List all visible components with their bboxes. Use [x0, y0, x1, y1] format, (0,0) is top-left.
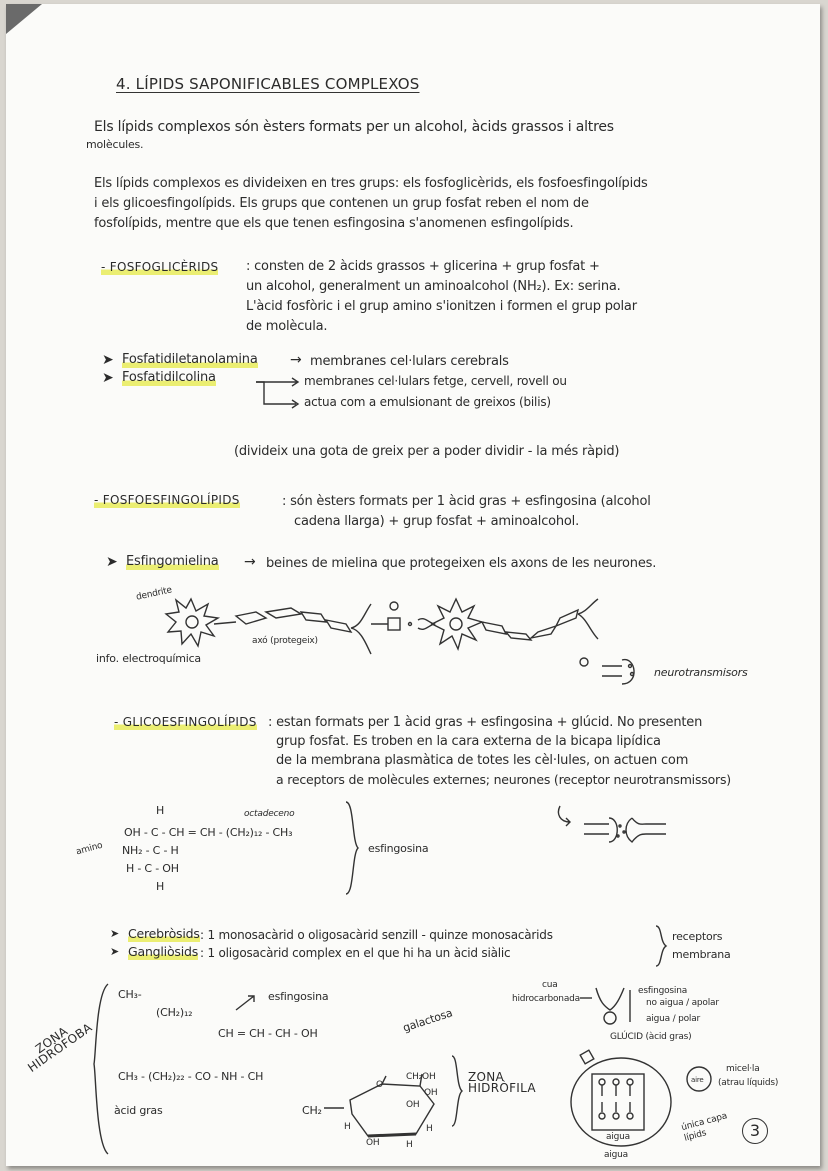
ring-label-oh: OH [366, 1138, 380, 1148]
single-layer-label: única capa lípids [680, 1111, 729, 1144]
cerebrosids-text: : 1 monosacàrid o oligosacàrid senzill - quinze monosacàrids [200, 928, 553, 942]
arrow-icon: → [244, 554, 256, 570]
axon-label: axó (protegeix) [252, 636, 318, 646]
water-inner-label: aigua [606, 1132, 630, 1142]
fosfoesfingolipids-line-2: cadena llarga) + grup fosfat + aminoalcohol. [294, 514, 580, 529]
chain-2: CH₃ - (CH₂)₂₂ - CO - NH - CH [118, 1070, 264, 1083]
ch2-label: CH₂ [302, 1104, 322, 1117]
fosfoesfingolipids-label: - FOSFOESFINGOLÍPIDS [94, 493, 240, 507]
glicoesfingolipids-label: - GLICOESFINGOLÍPIDS [114, 715, 257, 729]
glicoesfingolipids-line-2: grup fosfat. Es troben en la cara externa de la bicapa lipídica [276, 734, 661, 749]
example-esfingomielina: Esfingomielina [126, 554, 219, 569]
example-fosfatidiletanolamina: Fosfatidiletanolamina [122, 352, 258, 367]
neuron-diagram [166, 594, 646, 664]
acid-gras-label: àcid gras [114, 1104, 163, 1117]
bullet-icon: ➤ [106, 554, 118, 570]
ring-label-h: H [406, 1140, 413, 1150]
synapse-icon [554, 804, 674, 854]
fosfatidilcolina-branch-2: actua com a emulsionant de greixos (bilis) [304, 395, 551, 409]
fosfoglicerids-label: - FOSFOGLICÈRIDS [101, 260, 219, 274]
groups-line-3: fosfolípids, mentre que els que tenen esfingosina s'anomenen esfingolípids. [94, 216, 574, 231]
fosfatidilcolina-branch-1: membranes cel·lulars fetge, cervell, rovell ou [304, 374, 567, 388]
example-fosfatidilcolina: Fosfatidilcolina [122, 370, 216, 385]
neurotransmitter-vesicle-icon [578, 654, 648, 690]
arrow-icon: → [290, 352, 302, 368]
formula-bottom-h: H [156, 880, 165, 893]
zone-hydrophilic-label: ZONA HIDRÒFILA [468, 1070, 536, 1095]
formula-row-1: OH - C - CH = CH - (CH₂)₁₂ - CH₃ [124, 826, 293, 839]
formula-top-h: H [156, 804, 165, 817]
page-number: 3 [742, 1118, 768, 1144]
ring-label-oh: OH [424, 1088, 438, 1098]
bullet-icon: ➤ [102, 370, 114, 386]
esfingosina-brace-label: esfingosina [368, 842, 429, 855]
bullet-icon: ➤ [110, 927, 120, 940]
no-aigua-apolar-label: no aigua / apolar [646, 998, 719, 1008]
neurotransmitter-label: neurotransmisors [654, 666, 748, 679]
air-label: aire [691, 1076, 704, 1084]
glicoesfingolipids-line-3: de la membrana plasmàtica de totes les cèl·lules, on actuen com [276, 753, 689, 768]
formula-row-2: NH₂ - C - H [122, 844, 179, 857]
water-outer-label: aigua [604, 1150, 628, 1160]
info-electroquimica-label: info. electroquímica [96, 652, 201, 665]
brace-icon [656, 926, 670, 966]
octadeceno-label: octadeceno [244, 809, 295, 819]
arrow-icon [236, 994, 266, 1014]
ring-label-h: H [344, 1122, 351, 1132]
intro-line-2: molècules. [86, 138, 144, 151]
example-fosfatidiletanolamina-text: membranes cel·lulars cerebrals [310, 354, 509, 369]
groups-line-1: Els lípids complexos es divideixen en tres grups: els fosfoglicèrids, els fosfoesfingolípids [94, 176, 648, 191]
chain-1: CH = CH - CH - OH [218, 1027, 318, 1040]
ring-label-ch2oh: CH₂OH [406, 1072, 436, 1082]
gangliosids-text: : 1 oligosacàrid complex en el que hi ha un àcid siàlic [200, 946, 511, 960]
tail-label: hidrocarbonada [512, 994, 580, 1004]
lipid-molecule-icon [586, 988, 646, 1034]
galactosa-label: galactosa [401, 1006, 455, 1035]
fosfoglicerids-note: (divideix una gota de greix per a poder dividir - la més ràpid) [234, 444, 620, 459]
brace-icon [346, 802, 360, 894]
dendrite-label: dendrite [135, 585, 173, 603]
ch2-12: (CH₂)₁₂ [156, 1006, 193, 1019]
fosfoglicerids-line-4: de molècula. [246, 319, 328, 334]
subtypes-brace-line-1: receptors [672, 930, 723, 943]
amino-label: amino [75, 840, 104, 858]
esfingomielina-text: beines de mielina que protegeixen els axons de les neurones. [266, 556, 657, 571]
fosfoglicerids-line-1: : consten de 2 àcids grassos + glicerina + grup fosfat + [246, 259, 600, 274]
ring-label-o: O [376, 1080, 383, 1090]
glicoesfingolipids-line-1: : estan formats per 1 àcid gras + esfingosina + glúcid. No presenten [268, 715, 703, 730]
paren-icon [94, 984, 114, 1154]
notebook-page [6, 4, 820, 1166]
formula-row-3: H - C - OH [126, 862, 179, 875]
micela-note: (atrau líquids) [718, 1078, 779, 1088]
page-corner-fold [6, 4, 42, 34]
fosfoglicerids-line-3: L'àcid fosfòric i el grup amino s'ionitzen i formen el grup polar [246, 299, 637, 314]
glucid-label: GLÚCID (àcid gras) [610, 1032, 692, 1042]
gangliosids-label: Gangliòsids [128, 944, 199, 959]
fosfoglicerids-line-2: un alcohol, generalment un aminoalcohol (NH₂). Ex: serina. [246, 279, 621, 294]
bullet-icon: ➤ [102, 352, 114, 368]
groups-line-2: i els glicoesfingolípids. Els grups que contenen un grup fosfat reben el nom de [94, 196, 589, 211]
aigua-polar-label: aigua / polar [646, 1014, 701, 1024]
tail-label-top: cua [542, 980, 558, 990]
ring-label-h: H [426, 1124, 433, 1134]
bullet-icon: ➤ [110, 945, 120, 958]
esfingosina-label: esfingosina [638, 986, 688, 996]
ring-label-oh: OH [406, 1100, 420, 1110]
fosfoesfingolipids-line-1: : són èsters formats per 1 àcid gras + esfingosina (alcohol [282, 494, 651, 509]
intro-line-1: Els lípids complexos són èsters formats per un alcohol, àcids grassos i altres [94, 119, 614, 135]
esfingosina-arrow-label: esfingosina [268, 990, 329, 1003]
zone-hydrophobic-label: ZONA HIDRÒFOBA [25, 1020, 95, 1075]
cerebrosids-label: Cerebròsids [128, 926, 200, 941]
section-heading: 4. LÍPIDS SAPONIFICABLES COMPLEXOS [116, 75, 420, 93]
glicoesfingolipids-line-4: a receptors de molècules externes; neurones (receptor neurotransmissors) [276, 772, 731, 787]
subtypes-brace-line-2: membrana [672, 948, 731, 961]
micela-label: micel·la [726, 1064, 760, 1074]
ch3-top: CH₃- [118, 988, 142, 1001]
brace-icon [452, 1056, 466, 1126]
